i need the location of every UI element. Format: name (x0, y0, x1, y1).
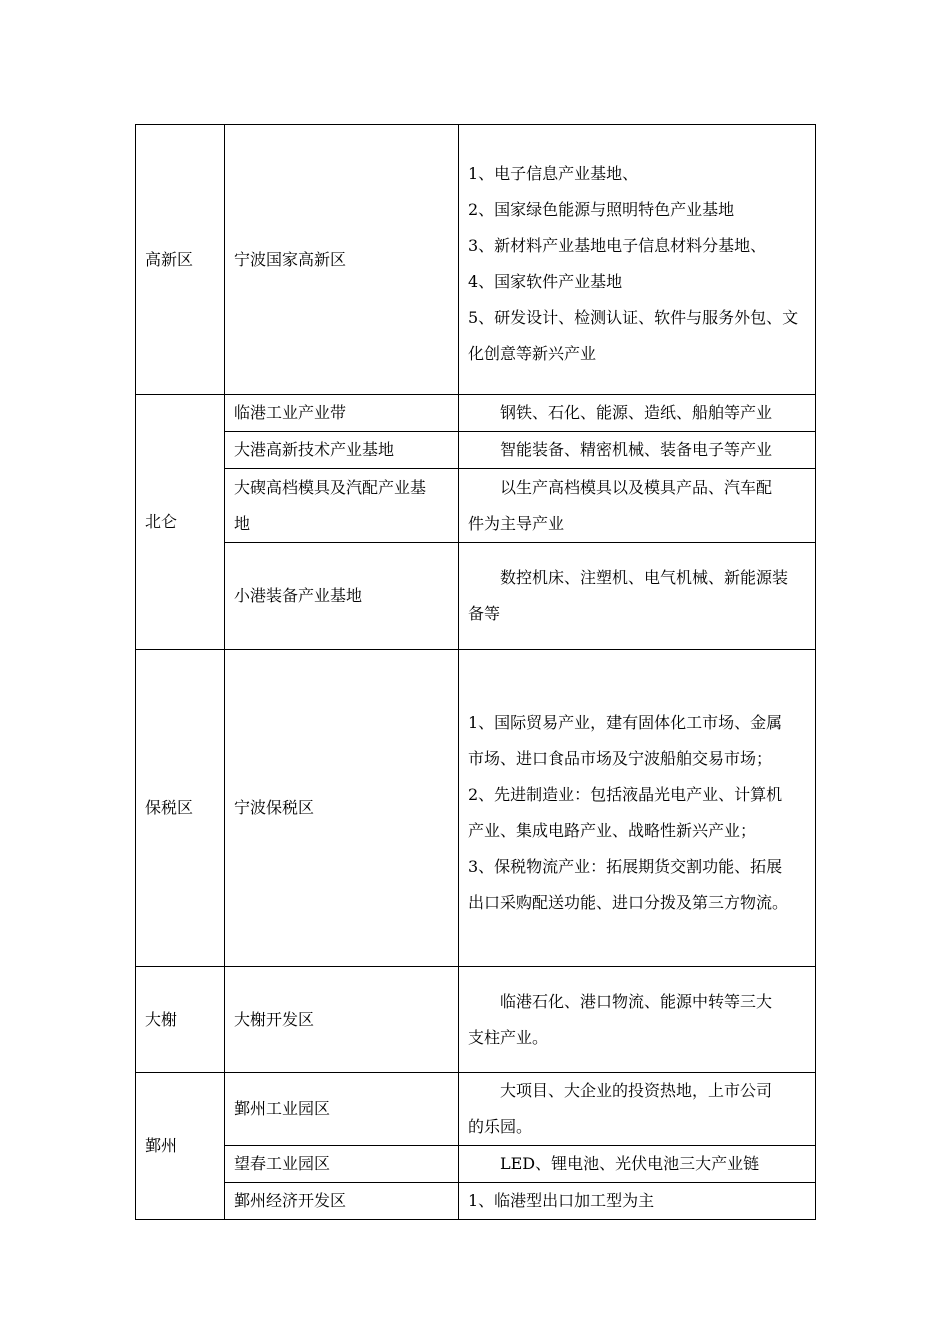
description-line: 备等 (468, 604, 501, 623)
description-line: 1、临港型出口加工型为主 (468, 1191, 655, 1210)
zone-cell: 鄞州经济开发区 (225, 1183, 459, 1220)
description-line: 的乐园。 (468, 1117, 533, 1136)
description-line: 大项目、大企业的投资热地，上市公司 (500, 1081, 773, 1100)
description-line: 1、电子信息产业基地、 (468, 164, 639, 183)
description-line: 智能装备、精密机械、装备电子等产业 (500, 440, 773, 459)
zone-cell: 宁波保税区 (225, 650, 459, 967)
table-row (136, 432, 816, 469)
description-line: 市场、进口食品市场及宁波船舶交易市场； (468, 749, 773, 768)
zone-cell: 大港高新技术产业基地 (225, 432, 459, 469)
zone-cell: 宁波国家高新区 (225, 125, 459, 395)
industrial-zones-table (135, 124, 816, 1220)
table-row (136, 1183, 816, 1220)
zone-name-line: 大碶高档模具及汽配产业基 (234, 477, 427, 497)
zone-cell: 小港装备产业基地 (225, 543, 459, 650)
description-cell (459, 125, 816, 395)
region-cell: 保税区 (136, 650, 225, 967)
description-line: 产业、集成电路产业、战略性新兴产业； (468, 821, 757, 840)
description-line: 4、国家软件产业基地 (468, 272, 623, 291)
description-line: LED、锂电池、光伏电池三大产业链 (500, 1154, 760, 1173)
description-cell (459, 395, 816, 432)
description-line: 支柱产业。 (468, 1028, 549, 1047)
description-line: 钢铁、石化、能源、造纸、船舶等产业 (500, 403, 773, 422)
description-line: 3、保税物流产业：拓展期货交割功能、拓展 (468, 857, 783, 876)
description-line: 件为主导产业 (468, 513, 565, 533)
description-line: 1、国际贸易产业，建有固体化工市场、金属 (468, 713, 783, 732)
region-cell: 鄞州 (136, 1073, 225, 1220)
zone-name-line: 地 (234, 513, 251, 533)
description-line: 2、国家绿色能源与照明特色产业基地 (468, 200, 735, 219)
region-cell: 高新区 (136, 125, 225, 395)
table-row (136, 967, 816, 1073)
description-cell (459, 543, 816, 650)
description-line: 数控机床、注塑机、电气机械、新能源装 (500, 568, 789, 587)
table-row (136, 469, 816, 543)
table-row (136, 395, 816, 432)
zone-cell: 临港工业产业带 (225, 395, 459, 432)
table-row (136, 650, 816, 967)
description-line: 化创意等新兴产业 (468, 344, 597, 363)
description-line: 2、先进制造业：包括液晶光电产业、计算机 (468, 785, 783, 804)
description-line: 临港石化、港口物流、能源中转等三大 (500, 992, 773, 1011)
zone-cell (225, 469, 459, 543)
description-line: 出口采购配送功能、进口分拨及第三方物流。 (468, 893, 789, 912)
description-cell (459, 1073, 816, 1146)
zone-cell: 望春工业园区 (225, 1146, 459, 1183)
table-row (136, 125, 816, 395)
description-cell (459, 967, 816, 1073)
description-line: 3、新材料产业基地电子信息材料分基地、 (468, 236, 767, 255)
description-cell (459, 1146, 816, 1183)
table-row (136, 1073, 816, 1146)
description-line: 5、研发设计、检测认证、软件与服务外包、文 (468, 308, 799, 327)
description-line: 以生产高档模具以及模具产品、汽车配 (500, 477, 773, 497)
description-cell (459, 1183, 816, 1220)
table-row (136, 543, 816, 650)
description-cell (459, 650, 816, 967)
region-cell: 大榭 (136, 967, 225, 1073)
zone-cell: 鄞州工业园区 (225, 1073, 459, 1146)
zone-cell: 大榭开发区 (225, 967, 459, 1073)
description-cell (459, 432, 816, 469)
region-cell: 北仑 (136, 395, 225, 650)
table-row (136, 1146, 816, 1183)
description-cell (459, 469, 816, 543)
